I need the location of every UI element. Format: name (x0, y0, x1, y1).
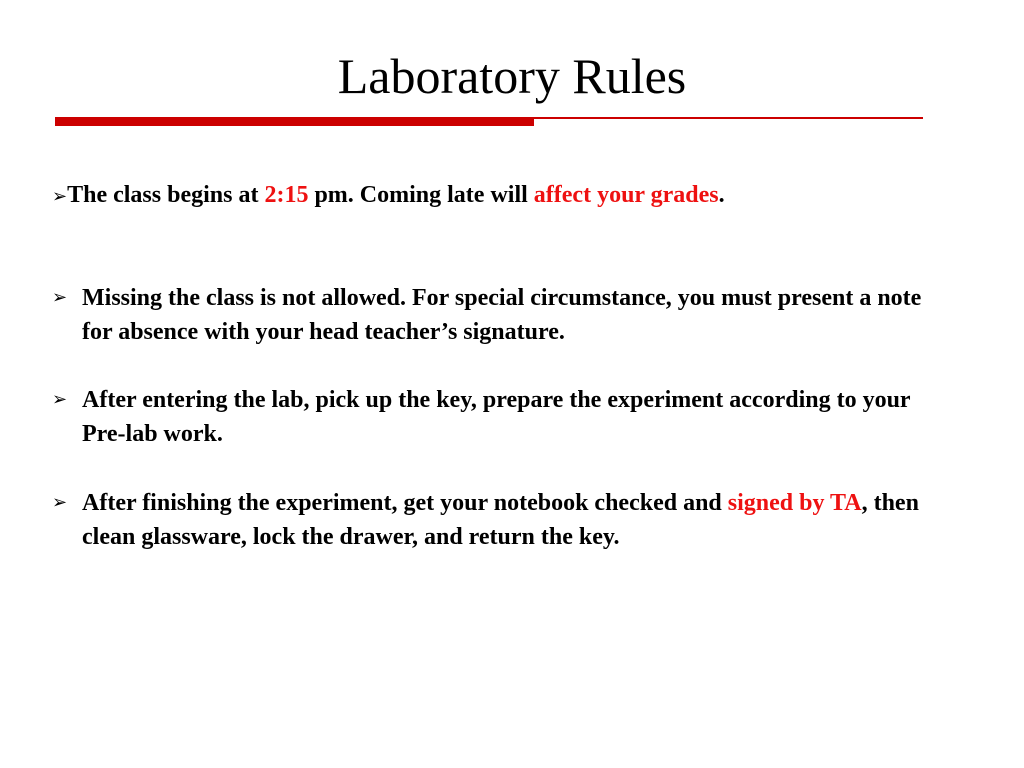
rule-text: . (718, 182, 725, 208)
rule-highlight-grades: affect your grades (533, 182, 719, 208)
rule-highlight-signed: signed by TA (727, 490, 862, 516)
rule-text: pm. Coming late will (308, 182, 534, 208)
title-underline-thin (534, 117, 923, 119)
rule-text: The class begins at (67, 182, 265, 208)
rule-item-absence (52, 281, 942, 349)
arrowhead-bullet-icon: ➢ (52, 186, 68, 207)
rule-item-finishing (52, 486, 942, 554)
rule-highlight-time: 2:15 (264, 182, 309, 208)
title-underline-thick (55, 117, 534, 126)
rule-text: After entering the lab, pick up the key, prepare the experiment according to your Pre-lab work. (82, 387, 911, 447)
slide-title: Laboratory Rules (337, 48, 687, 104)
arrowhead-bullet-icon: ➢ (52, 287, 68, 308)
rule-text: Missing the class is not allowed. For special circumstance, you must present a note for absence with your head teacher’s signature. (82, 285, 922, 345)
rule-text-container (82, 486, 942, 554)
rule-text: After finishing the experiment, get your notebook checked and (82, 490, 728, 516)
rule-item-lab-entry (52, 383, 942, 451)
rule-text: , then clean glassware, lock the drawer, and return the key. (82, 490, 919, 550)
arrowhead-bullet-icon: ➢ (52, 389, 68, 410)
rule-item-class-start (52, 178, 952, 214)
arrowhead-bullet-icon: ➢ (52, 492, 68, 513)
